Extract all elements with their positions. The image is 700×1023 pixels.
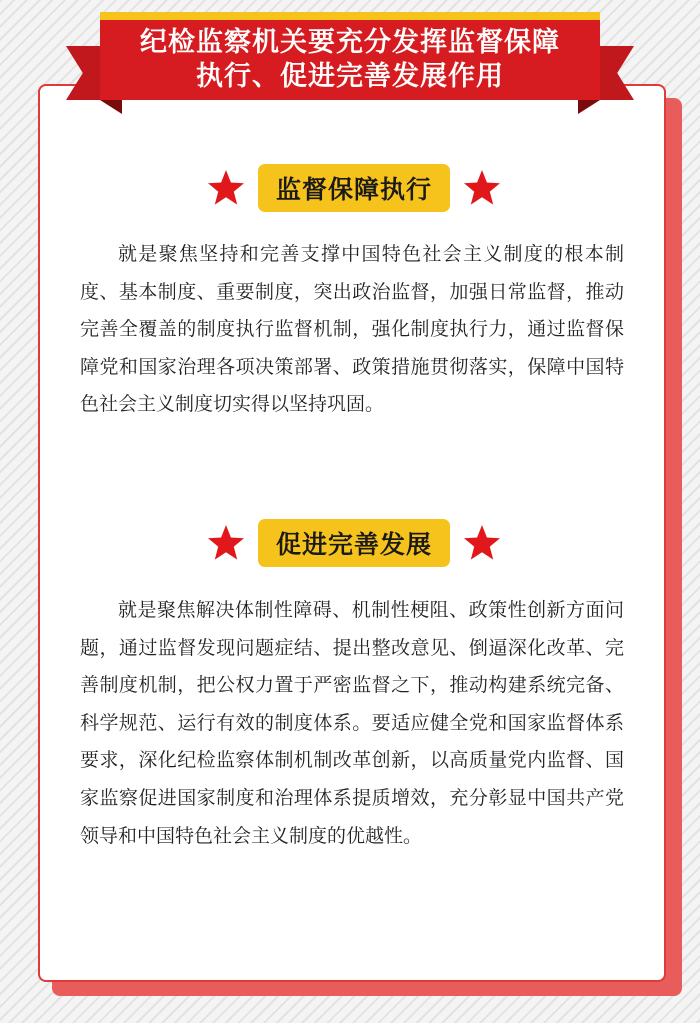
title-line-2: 执行、促进完善发展作用 [196, 61, 504, 92]
star-icon [462, 168, 502, 208]
star-icon [206, 168, 246, 208]
section-body-supervise: 就是聚焦坚持和完善支撑中国特色社会主义制度的根本制度、基本制度、重要制度，突出政治监督，加强日常监督，推动完善全覆盖的制度执行监督机制，强化制度执行力，通过监督保障党和国家治理各项决策部署、政策措施贯彻落实，保障中国特色社会主义制度切实得以坚持巩固。 [80, 243, 624, 416]
star-icon [462, 523, 502, 563]
section-tag: 促进完善发展 [258, 519, 450, 567]
section-body-promote: 就是聚焦解决体制性障碍、机制性梗阻、政策性创新方面问题，通过监督发现问题症结、提出整改意见、倒逼深化改革、完善制度机制，把公权力置于严密监督之下，推动构建系统完备、科学规范、运行有效的制度体系。要适应健全党和国家监督体系要求，深化纪检监察体制机制改革创新，以高质量党内监督、国家监察促进国家制度和治理体系提质增效，充分彰显中国共产党领导和中国特色社会主义制度的优越性。 [80, 599, 624, 847]
title-line-1: 纪检监察机关要充分发挥监督保障 [140, 27, 560, 58]
section-tag: 监督保障执行 [258, 164, 450, 212]
star-icon [206, 523, 246, 563]
title-banner [100, 12, 600, 100]
section-heading-promote [0, 519, 700, 567]
section-heading-supervise [0, 164, 700, 212]
